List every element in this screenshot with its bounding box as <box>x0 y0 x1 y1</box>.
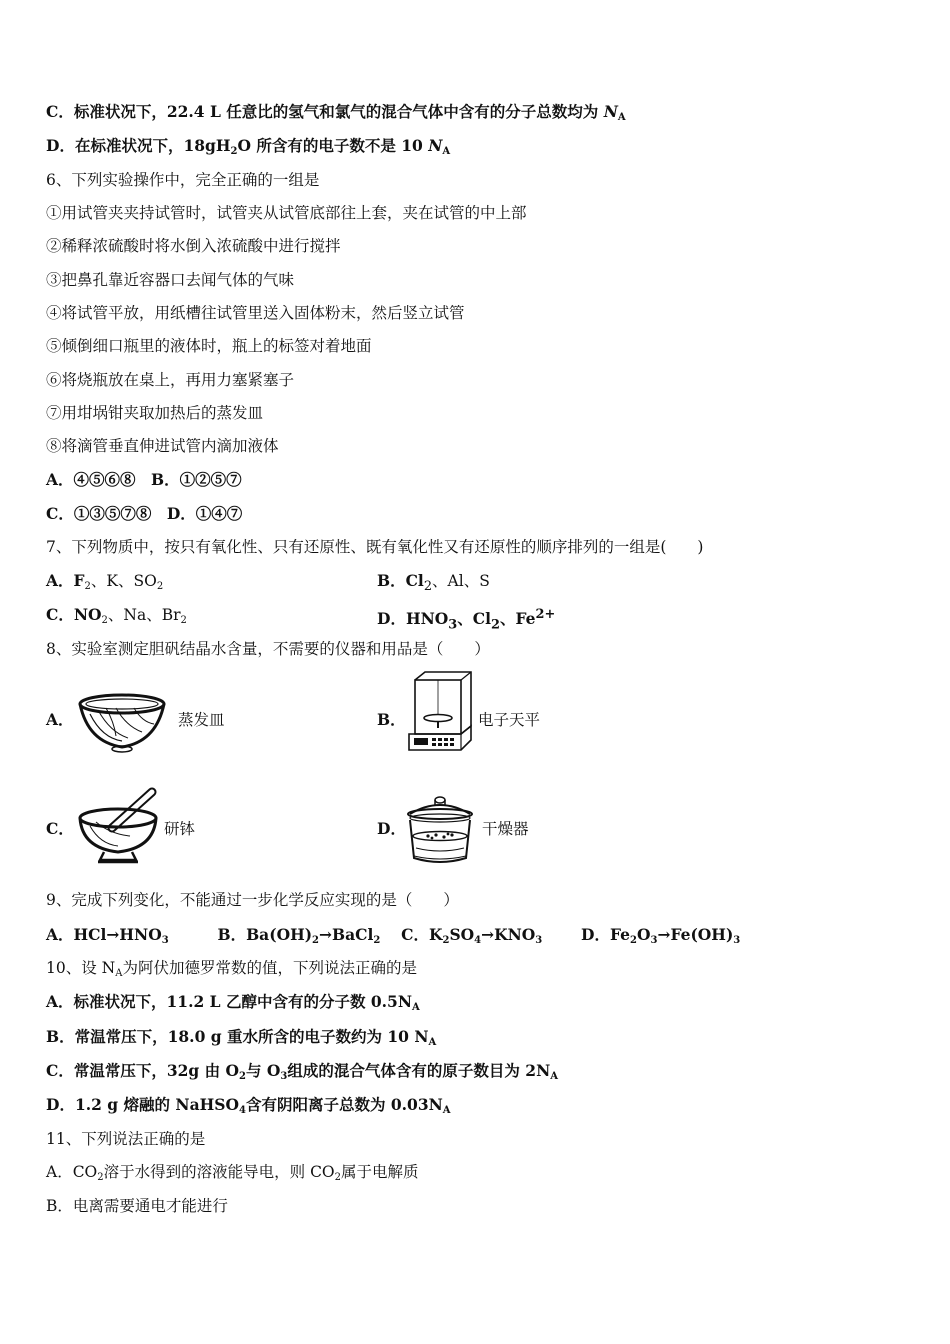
q6-item-1: ①用试管夹夹持试管时，试管夹从试管底部往上套，夹在试管的中上部 <box>46 204 527 222</box>
q8-option-b-letter: B． <box>377 710 406 729</box>
q10-option-b: B．常温常压下，18.0 g 重水所含的电子数约为 10 $N_A$ <box>46 1027 437 1048</box>
evaporating-dish-icon <box>76 692 168 754</box>
q6-item-6: ⑥将烧瓶放在桌上，再用力塞紧塞子 <box>46 371 295 389</box>
q8-option-a-letter: A． <box>46 710 74 729</box>
q7-option-b: B．$Cl_2$、Al、S <box>377 571 490 595</box>
q5-option-c: C．标准状况下，22.4 L 任意比的氢气和氯气的混合气体中含有的分子总数均为 $N_A$ <box>46 102 626 123</box>
q9-stem: 9、完成下列变化，不能通过一步化学反应实现的是（ ） <box>46 891 459 909</box>
q10-option-c: C．常温常压下，32g 由 $O_2$与 $O_3$组成的混合气体含有的原子数目为 $2N_A$ <box>46 1061 559 1082</box>
q8-option-a-label: 蒸发皿 <box>178 711 225 729</box>
q8-option-b-label: 电子天平 <box>478 711 541 729</box>
q6-options-ab: A．④⑤⑥⑧ B．①②⑤⑦ <box>46 470 242 489</box>
q6-options-cd: C．①③⑤⑦⑧ D．①④⑦ <box>46 504 243 523</box>
q8-option-c-label: 研钵 <box>164 820 196 838</box>
q10-option-a: A．标准状况下，11.2 L 乙醇中含有的分子数 $0.5N_A$ <box>46 992 420 1013</box>
q11-option-a: A．$CO_2$溶于水得到的溶液能导电，则 $CO_2$属于电解质 <box>46 1163 419 1183</box>
q8-option-d-label: 干燥器 <box>482 820 529 838</box>
q6-item-3: ③把鼻孔靠近容器口去闻气体的气味 <box>46 271 295 289</box>
q6-stem: 6、下列实验操作中，完全正确的一组是 <box>46 171 320 189</box>
q5-option-d: D．在标准状况下，$18gH_2O$ 所含有的电子数不是 10 $N_A$ <box>46 136 451 157</box>
q7-option-a: A．$F_2$、K、$SO_2$ <box>46 571 164 592</box>
q7-option-c: C．$NO_2$、Na、$Br_2$ <box>46 605 187 626</box>
q6-item-8: ⑧将滴管垂直伸进试管内滴加液体 <box>46 437 279 455</box>
q9-options: A．$HCl\to HNO_3$ B．$Ba(OH)_2\to BaCl_2$ C．$K_2SO_4\to KNO_3$ D．$Fe_2O_3\to Fe(OH)_3$ <box>46 925 741 946</box>
q10-option-d: D．1.2 g 熔融的 NaHSO$_4$含有阴阳离子总数为 $0.03N_A$ <box>46 1095 451 1116</box>
mortar-pestle-icon <box>76 786 162 866</box>
electronic-balance-icon <box>405 670 475 754</box>
q11-option-b: B．电离需要通电才能进行 <box>46 1197 228 1215</box>
q6-item-5: ⑤倾倒细口瓶里的液体时，瓶上的标签对着地面 <box>46 337 372 355</box>
q6-item-7: ⑦用坩埚钳夹取加热后的蒸发皿 <box>46 404 264 422</box>
desiccator-icon <box>404 794 476 866</box>
q10-stem: 10、设 $N_A$为阿伏加德罗常数的值，下列说法正确的是 <box>46 959 417 979</box>
q8-option-c-letter: C． <box>46 819 74 838</box>
q7-stem: 7、下列物质中，按只有氧化性、只有还原性、既有氧化性又有还原性的顺序排列的一组是( ) <box>46 538 704 556</box>
q11-stem: 11、下列说法正确的是 <box>46 1130 206 1148</box>
q7-option-d: D．$HNO_3$、$Cl_2$、$Fe^{2+}$ <box>377 607 556 633</box>
q8-option-d-letter: D． <box>377 819 406 838</box>
q6-item-2: ②稀释浓硫酸时将水倒入浓硫酸中进行搅拌 <box>46 237 341 255</box>
q6-item-4: ④将试管平放，用纸槽往试管里送入固体粉末，然后竖立试管 <box>46 304 465 322</box>
q8-stem: 8、实验室测定胆矾结晶水含量，不需要的仪器和用品是（ ） <box>46 640 490 658</box>
